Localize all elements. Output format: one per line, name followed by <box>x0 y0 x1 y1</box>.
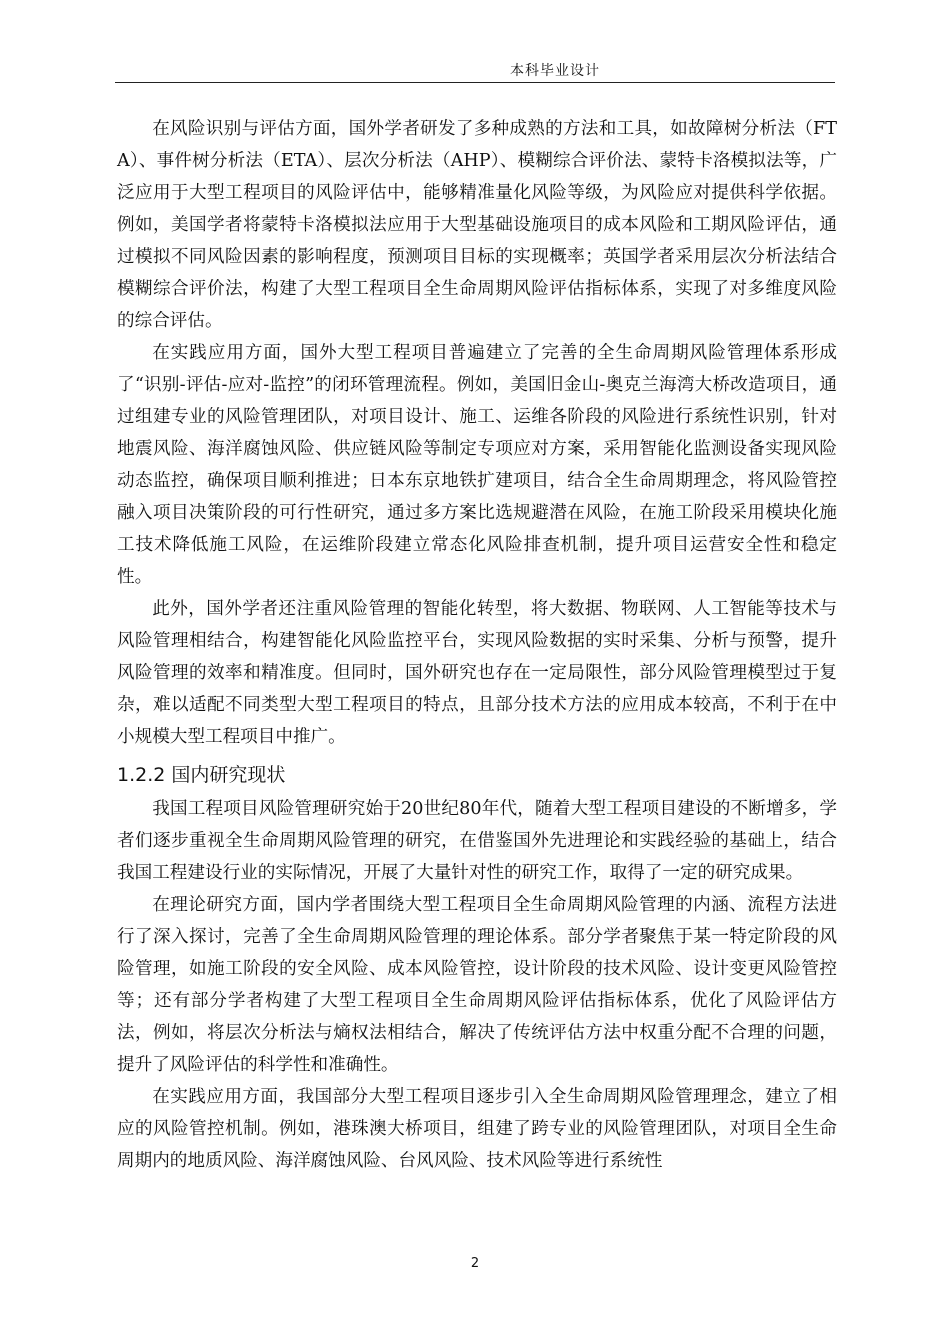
paragraph-domestic-history: 我国工程项目风险管理研究始于20世纪80年代，随着大型工程项目建设的不断增多，学者们逐步重视全生命周期风险管理的研究，在借鉴国外先进理论和实践经验的基础上，结合我国工程建设行业的实际情况，开展了大量针对性的研究工作，取得了一定的研究成果。 <box>117 799 837 883</box>
paragraph-domestic-practice: 在实践应用方面，我国部分大型工程项目逐步引入全生命周期风险管理理念，建立了相应的风险管控机制。例如，港珠澳大桥项目，组建了跨专业的风险管理团队，对项目全生命周期内的地质风险、海洋腐蚀风险、台风风险、技术风险等进行系统性 <box>117 1087 837 1171</box>
paragraph-intelligent-transformation: 此外，国外学者还注重风险管理的智能化转型，将大数据、物联网、人工智能等技术与风险管理相结合，构建智能化风险监控平台，实现风险数据的实时采集、分析与预警，提升风险管理的效率和精准度。但同时，国外研究也存在一定局限性，部分风险管理模型过于复杂，难以适配不同类型大型工程项目的特点，且部分技术方法的应用成本较高，不利于在中小规模大型工程项目中推广。 <box>117 599 837 747</box>
page-number: 2 <box>470 1256 480 1271</box>
document-body <box>117 113 837 1177</box>
paragraph-domestic-theory: 在理论研究方面，国内学者围绕大型工程项目全生命周期风险管理的内涵、流程方法进行了深入探讨，完善了全生命周期风险管理的理论体系。部分学者聚焦于某一特定阶段的风险管理，如施工阶段的安全风险、成本风险管控，设计阶段的技术风险、设计变更风险管控等；还有部分学者构建了大型工程项目全生命周期风险评估指标体系，优化了风险评估方法，例如，将层次分析法与熵权法相结合，解决了传统评估方法中权重分配不合理的问题，提升了风险评估的科学性和准确性。 <box>117 895 837 1075</box>
paragraph-risk-identification: 在风险识别与评估方面，国外学者研发了多种成熟的方法和工具，如故障树分析法（FTA）、事件树分析法（ETA）、层次分析法（AHP）、模糊综合评价法、蒙特卡洛模拟法等，广泛应用于大型工程项目的风险评估中，能够精准量化风险等级，为风险应对提供科学依据。例如，美国学者将蒙特卡洛模拟法应用于大型基础设施项目的成本风险和工期风险评估，通过模拟不同风险因素的影响程度，预测项目目标的实现概率；英国学者采用层次分析法结合模糊综合评价法，构建了大型工程项目全生命周期风险评估指标体系，实现了对多维度风险的综合评估。 <box>117 119 837 331</box>
header-divider <box>115 82 835 83</box>
section-heading: 1.2.2 国内研究现状 <box>117 764 286 786</box>
paragraph-practice-abroad: 在实践应用方面，国外大型工程项目普遍建立了完善的全生命周期风险管理体系形成了“识别-评估-应对-监控”的闭环管理流程。例如，美国旧金山-奥克兰海湾大桥改造项目，通过组建专业的风险管理团队，对项目设计、施工、运维各阶段的风险进行系统性识别，针对地震风险、海洋腐蚀风险、供应链风险等制定专项应对方案，采用智能化监测设备实现风险动态监控，确保项目顺利推进；日本东京地铁扩建项目，结合全生命周期理念，将风险管控融入项目决策阶段的可行性研究，通过多方案比选规避潜在风险，在施工阶段采用模块化施工技术降低施工风险，在运维阶段建立常态化风险排查机制，提升项目运营安全性和稳定性。 <box>117 343 837 587</box>
running-header: 本科毕业设计 <box>510 63 600 79</box>
